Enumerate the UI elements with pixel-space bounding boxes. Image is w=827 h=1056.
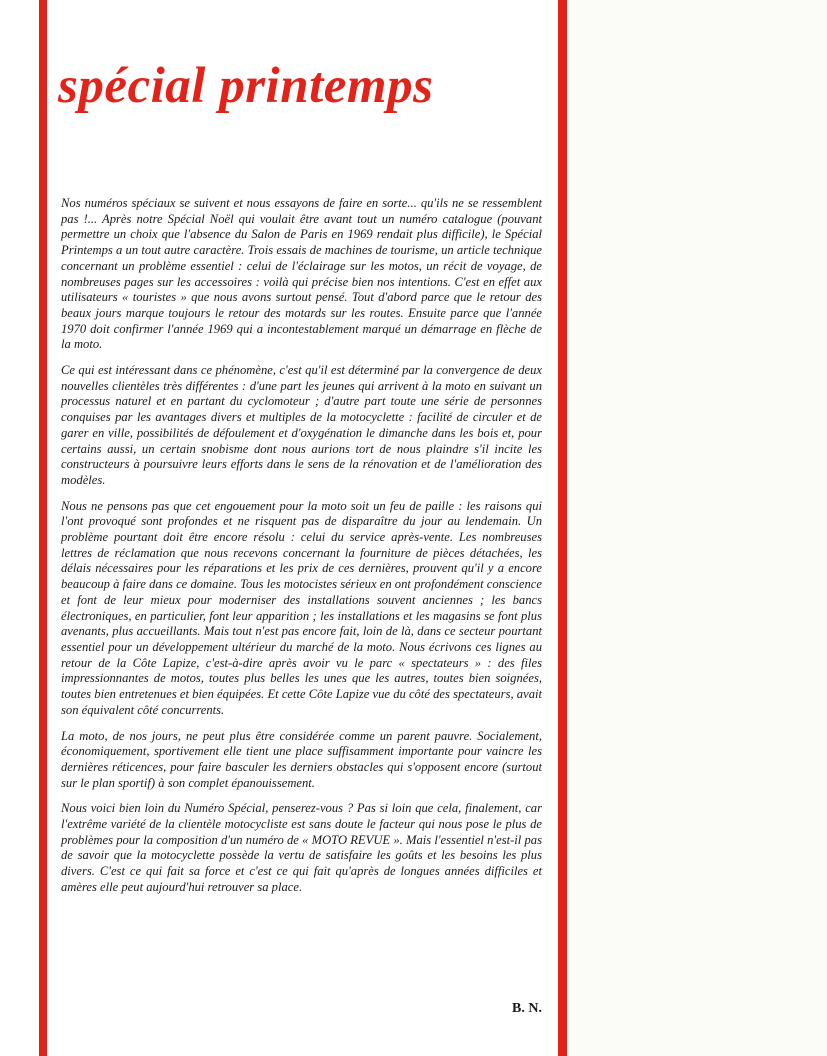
article-paragraph-1: Nos numéros spéciaux se suivent et nous essayons de faire en sorte... qu'ils ne se ressemblent pas !... Après notre Spécial Noël qui voulait être avant tout un numéro catalogue (pouvant permettre un choix que l'absence du Salon de Paris en 1969 rendait plus difficile), le Spécial Printemps a un tout autre caractère. Trois essais de machines de tourisme, un article technique concernant un problème essentiel : celui de l'éclairage sur les motos, un récit de voyage, de nombreuses pages sur les accessoires : voilà qui précise bien nos intentions. C'est en effet aux utilisateurs « touristes » que nous avons surtout pensé. Tout d'abord parce que le retour des beaux jours marque toujours le retour des motards sur les routes. Ensuite parce que l'année 1970 doit confirmer l'année 1969 qui a incontestablement marqué un démarrage en flèche de la moto. xyxy=(61,196,542,352)
article-paragraph-5: Nous voici bien loin du Numéro Spécial, penserez-vous ? Pas si loin que cela, finalement, car l'extrême variété de la clientèle motocycliste est sans doute le facteur qui nous pose le plus de problèmes pour la composition d'un numéro de « MOTO REVUE ». Mais l'essentiel n'est-il pas de savoir que la motocyclette possède la vertu de satisfaire les goûts et les besoins les plus divers. C'est ce qui fait sa force et c'est ce qui fait qu'après de longues années difficiles et amères elle peut aujourd'hui retrouver sa place. xyxy=(61,801,542,894)
red-border-left xyxy=(39,0,47,1056)
article-title: spécial printemps xyxy=(58,58,434,114)
author-signature: B. N. xyxy=(512,1001,542,1016)
article-body xyxy=(61,196,542,906)
article-paragraph-3: Nous ne pensons pas que cet engouement pour la moto soit un feu de paille : les raisons qui l'ont provoqué sont profondes et ne risquent pas de disparaître du jour au lendemain. Un problème pourtant doit être encore résolu : celui du service après-vente. Les nombreuses lettres de réclamation que nous recevons concernant la fourniture de pièces détachées, les délais nécessaires pour les réparations et les prix de ces dernières, prouvent qu'il y a encore beaucoup à faire dans ce domaine. Tous les motocistes sérieux en ont profondément conscience et font de leur mieux pour moderniser des installations souvent anciennes ; les bancs électroniques, en particulier, font leur apparition ; les installations et les magasins se font plus avenants, plus accueillants. Mais tout n'est pas encore fait, loin de là, dans ce secteur pourtant essentiel pour un développement ultérieur du marché de la moto. Nous écrivons ces lignes au retour de la Côte Lapize, c'est-à-dire après avoir vu le parc « spectateurs » : des files impressionnantes de motos, toutes plus belles les unes que les autres, toutes bien soignées, toutes bien entretenues et bien équipées. Et cette Côte Lapize vue du côté des spectateurs, avait son équivalent côté concurrents. xyxy=(61,498,542,717)
red-border-right xyxy=(558,0,567,1056)
article-paragraph-2: Ce qui est intéressant dans ce phénomène, c'est qu'il est déterminé par la convergence de deux nouvelles clientèles très différentes : d'une part les jeunes qui arrivent à la moto en suivant un processus naturel et en partant du cyclomoteur ; d'autre part toute une série de personnes conquises par les avantages divers et multiples de la motocyclette : facilité de circuler et de garer en ville, possibilités de défoulement et d'oxygénation le dimanche dans les bois et, pour certains aussi, un certain snobisme dont nous aurions tort de nous plaindre s'il incite les constructeurs à poursuivre leurs efforts dans le sens de la rénovation et de l'amélioration des modèles. xyxy=(61,363,542,487)
adjacent-page-margin xyxy=(567,0,827,1056)
article-paragraph-4: La moto, de nos jours, ne peut plus être considérée comme un parent pauvre. Socialement, économiquement, sportivement elle tient une place suffisamment importante pour vaincre les dernières réticences, pour faire basculer les derniers obstacles qui s'opposent encore (surtout sur le plan sportif) à son complet épanouissement. xyxy=(61,728,542,790)
